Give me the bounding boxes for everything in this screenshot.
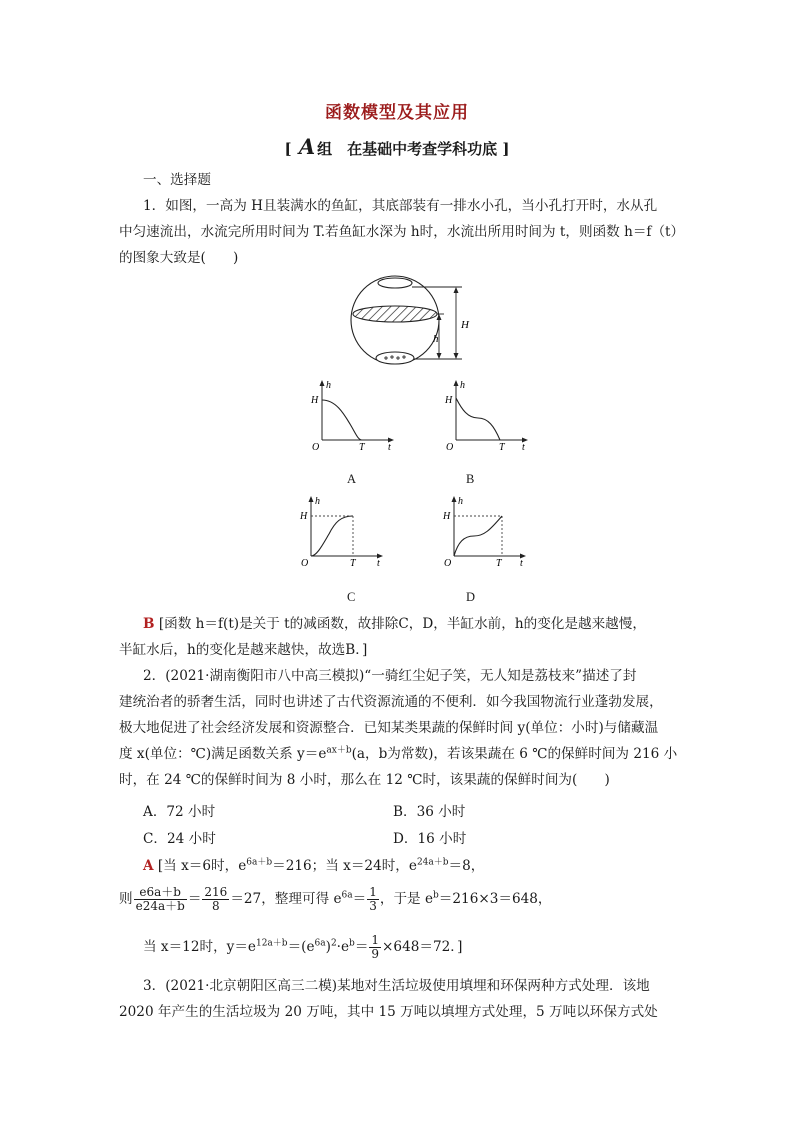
section-label: 一、选择题 bbox=[143, 172, 211, 188]
tank-top-ellipse bbox=[378, 278, 412, 288]
q3-line-2: 2020 年产生的生活垃圾为 20 万吨，其中 15 万吨以填埋方式处理，5 万吨以环保方式处 bbox=[119, 1004, 658, 1020]
tank-bottom-ellipse bbox=[376, 352, 414, 364]
q1-answer-text-1: [函数 h＝f(t)是关于 t的减函数，故排除C，D，半缸水前，h的变化是越来越慢， bbox=[154, 616, 646, 632]
q2-line-3: 极大地促进了社会经济发展和资源整合．已知某类果蔬的保鲜时间 y(单位：小时)与储藏温 bbox=[119, 720, 659, 736]
q2-answer-letter: A bbox=[143, 858, 154, 874]
q2-solution-line-1 bbox=[143, 856, 484, 876]
fig-label-H: H bbox=[461, 319, 469, 331]
graph-c-t-label: t bbox=[377, 558, 380, 569]
q1-answer-line-2: 半缸水后，h的变化是越来越快，故选B．] bbox=[119, 642, 368, 658]
q3-line-1: 3．(2021·北京朝阳区高三二模)某地对生活垃圾使用填埋和环保两种方式处理．该地 bbox=[143, 978, 650, 994]
q2-fraction-1-3: $\frac{1}{3}$ bbox=[369, 885, 377, 913]
graph-d-t-label: t bbox=[520, 558, 523, 569]
q1-line-2: 中匀速流出，水流完所用时间为 T.若鱼缸水深为 h时，水流出所用时间为 t，则函数 h＝f（t） bbox=[119, 224, 685, 240]
q2-line-2: 建统治者的骄奢生活，同时也讲述了古代资源流通的不便利．如今我国物流行业蓬勃发展， bbox=[119, 694, 663, 710]
group-heading bbox=[0, 134, 794, 159]
graph-b-t-label: t bbox=[522, 442, 525, 453]
graph-a-H-label: H bbox=[311, 395, 319, 406]
graph-b-T-label: T bbox=[499, 442, 505, 453]
graph-a-T-label: T bbox=[359, 442, 365, 453]
group-open-bracket: [ bbox=[284, 140, 292, 158]
group-letter: A bbox=[298, 134, 316, 159]
graph-b-curve bbox=[456, 398, 500, 440]
graph-a-h-label: h bbox=[326, 380, 331, 391]
graph-d-curve bbox=[454, 516, 502, 556]
q2-exponent: ax＋b bbox=[326, 745, 352, 756]
group-subtitle: 组 在基础中考查学科功底 bbox=[317, 140, 498, 158]
q2-sol1-sup1: 6a＋b bbox=[246, 857, 273, 868]
q1-line-3: 的图象大致是( ) bbox=[119, 250, 239, 266]
q1-answer-line-1 bbox=[143, 614, 646, 634]
graph-d-O-label: O bbox=[444, 558, 452, 569]
graph-c-h-label: h bbox=[315, 496, 320, 507]
q2-line-4b: (a，b为常数)，若该果蔬在 6 ℃的保鲜时间为 216 小 bbox=[351, 746, 678, 762]
q2-fraction-1-9: $\frac{1}{9}$ bbox=[371, 933, 380, 961]
q2-line-1: 2．(2021·湖南衡阳市八中高三模拟)“一骑红尘妃子笑，无人知是荔枝来”描述了封 bbox=[143, 668, 637, 684]
graph-c-H-label: H bbox=[300, 511, 308, 522]
q2-line-5: 时，在 24 ℃的保鲜时间为 8 小时，那么在 12 ℃时，该果蔬的保鲜时间为( ) bbox=[119, 772, 610, 788]
q2-sol1-c: ＝8， bbox=[448, 858, 485, 874]
graph-c-O-label: O bbox=[301, 558, 309, 569]
q2-solution-line-3: 当 x＝12时，$y=e^{12a+b}=(e^{6a})^2\cdot e^b=$ $\frac{1}{9}$ ×648＝72．] bbox=[143, 933, 463, 961]
q2-sol1-sup2: 24a＋b bbox=[416, 857, 449, 868]
graph-b-H-label: H bbox=[445, 395, 453, 406]
group-close-bracket: ] bbox=[502, 140, 510, 158]
q2-sol1-a: [当 x＝6时，e bbox=[153, 858, 247, 874]
q1-line-1: 1．如图，一高为 H且装满水的鱼缸，其底部装有一排水小孔，当小孔打开时，水从孔 bbox=[143, 198, 658, 214]
graph-b-option-label: B bbox=[466, 472, 475, 486]
graph-a-curve bbox=[322, 400, 362, 440]
q2-option-c: C．24 小时 bbox=[143, 831, 216, 847]
q1-answer-letter: B bbox=[143, 616, 155, 632]
graph-a-t-label: t bbox=[388, 442, 391, 453]
graph-c bbox=[295, 494, 387, 574]
water-surface-hatched bbox=[353, 306, 437, 322]
q2-solution-line-2: 则 $\frac{e6a+b}{e24a+b}$ ＝ $\frac{216}{8}$ ＝27，整理可得 $e^{6a}=$ $\frac{1}{3}$ ，于是 $e^b=216\times 3=648$， bbox=[119, 885, 552, 913]
graph-b bbox=[440, 378, 530, 458]
graph-c-curve bbox=[311, 516, 353, 556]
graph-c-option-label: C bbox=[347, 590, 356, 604]
graph-d bbox=[438, 494, 530, 574]
graph-c-T-label: T bbox=[350, 558, 356, 569]
graph-b-h-label: h bbox=[460, 380, 465, 391]
q2-option-b: B．36 小时 bbox=[393, 804, 466, 820]
q2-option-d: D．16 小时 bbox=[393, 831, 467, 847]
graph-d-H-label: H bbox=[443, 511, 451, 522]
graph-a-O-label: O bbox=[312, 442, 320, 453]
graph-d-h-label: h bbox=[458, 496, 463, 507]
q2-sol1-b: ＝216；当 x＝24时，e bbox=[272, 858, 417, 874]
q2-fraction-216-8: $\frac{216}{8}$ bbox=[204, 885, 228, 913]
q2-line-4 bbox=[119, 744, 677, 764]
graph-a-option-label: A bbox=[347, 472, 357, 486]
q2-line-4a: 度 x(单位：℃)满足函数关系 y＝e bbox=[119, 746, 327, 762]
fish-tank-figure bbox=[340, 272, 480, 374]
q2-fraction-exp: $\frac{e6a+b}{e24a+b}$ bbox=[135, 885, 185, 913]
graph-d-T-label: T bbox=[496, 558, 502, 569]
graph-b-O-label: O bbox=[446, 442, 454, 453]
page-title: 函数模型及其应用 bbox=[325, 103, 469, 123]
graph-d-option-label: D bbox=[466, 590, 476, 604]
q2-sol2-pre: 则 bbox=[119, 891, 133, 907]
q2-option-a: A．72 小时 bbox=[143, 804, 216, 820]
graph-a bbox=[306, 378, 396, 458]
fig-label-h: h bbox=[433, 333, 439, 345]
